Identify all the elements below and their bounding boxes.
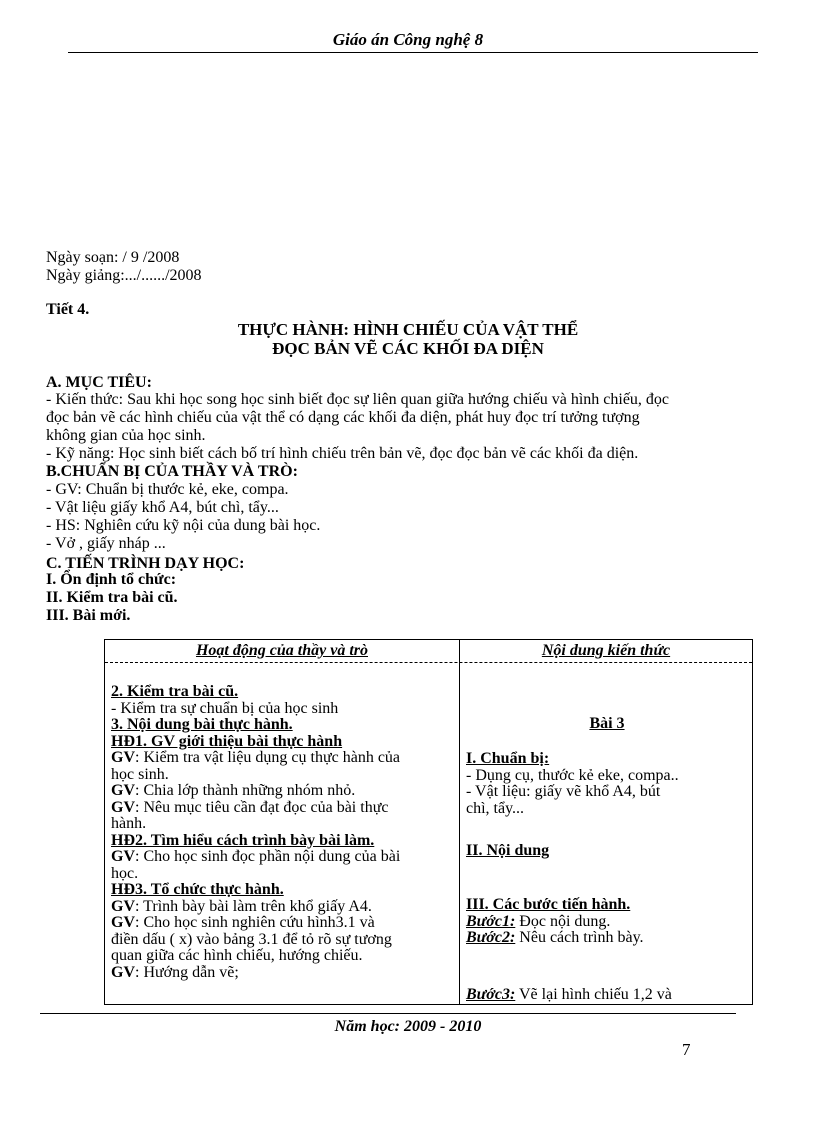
gv7-text: : Hướng dẫn vẽ; bbox=[135, 963, 239, 981]
table-left-cell bbox=[111, 684, 455, 981]
cb-line: - Vật liệu: giấy vẽ khổ A4, bút bbox=[466, 783, 661, 800]
hd1-heading: HĐ1. GV giới thiệu bài thực hành bbox=[111, 732, 343, 750]
gv-label: GV bbox=[111, 914, 135, 931]
gv-label: GV bbox=[111, 848, 135, 865]
gv4-cont: học. bbox=[111, 864, 139, 882]
footer-rule bbox=[40, 1013, 736, 1014]
buoc3-label: Bước3: bbox=[466, 986, 516, 1003]
section-a-line: đọc bản vẽ các hình chiếu của vật thể có dạng các khối đa diện, phát huy đọc trí tưởng tượng bbox=[46, 409, 640, 426]
gv-label: GV bbox=[111, 782, 135, 799]
gv-label: GV bbox=[111, 798, 135, 816]
gv2-text: : Chia lớp thành những nhóm nhỏ. bbox=[135, 782, 356, 799]
gv3-text: : Nêu mục tiêu cần đạt đọc của bài thực bbox=[135, 798, 389, 816]
buoc1-label: Bước1: bbox=[466, 912, 516, 930]
section-a-line: - Kỹ năng: Học sinh biết cách bố trí hình chiếu trên bản vẽ, đọc đọc bản vẽ các khối đa diện. bbox=[46, 445, 639, 462]
nd-heading: 3. Nội dung bài thực hành. bbox=[111, 716, 293, 733]
gv-label: GV bbox=[111, 963, 135, 981]
gv1-text: : Kiểm tra vật liệu dụng cụ thực hành của bbox=[135, 749, 401, 766]
section-c-heading: C. TIẾN TRÌNH DẠY HỌC: bbox=[46, 555, 245, 572]
gv6-text: : Cho học sinh nghiên cứu hình3.1 và bbox=[135, 914, 375, 931]
table-col2-header: Nội dung kiến thức bbox=[541, 642, 671, 659]
cb-line: - Dụng cụ, thước kẻ eke, compa.. bbox=[466, 766, 679, 784]
lesson-title-line1: THỰC HÀNH: HÌNH CHIẾU CỦA VẬT THỂ bbox=[237, 320, 579, 339]
chuan-bi-heading: I. Chuẩn bị: bbox=[466, 750, 550, 767]
noi-dung-heading: II. Nội dung bbox=[466, 842, 550, 859]
section-b-heading: B.CHUẨN BỊ CỦA THẦY VÀ TRÒ: bbox=[46, 463, 298, 480]
hd2-heading: HĐ2. Tìm hiểu cách trình bày bài làm. bbox=[111, 831, 375, 849]
section-b-line: - HS: Nghiên cứu kỹ nội của dung bài học. bbox=[46, 517, 321, 534]
header-rule bbox=[68, 52, 758, 53]
gv5-text: : Trình bày bài làm trên khổ giấy A4. bbox=[135, 897, 372, 915]
ngay-giang: Ngày giảng:.../....../2008 bbox=[46, 267, 202, 284]
gv4-text: : Cho học sinh đọc phần nội dung của bài bbox=[135, 848, 401, 865]
footer-school-year: Năm học: 2009 - 2010 bbox=[334, 1018, 482, 1035]
page-header: Giáo án Công nghệ 8 bbox=[332, 30, 484, 49]
section-b-line: - Vở , giấy nháp ... bbox=[46, 535, 166, 552]
tiet-label: Tiết 4. bbox=[46, 301, 90, 318]
section-a-line: - Kiến thức: Sau khi học song học sinh biết đọc sự liên quan giữa hướng chiếu và hình chiếu, đọc bbox=[46, 391, 670, 408]
page-number: 7 bbox=[682, 1040, 691, 1059]
gv6-cont: quan giữa các hình chiếu, hướng chiếu. bbox=[111, 947, 363, 964]
section-c-item: II. Kiểm tra bài cũ. bbox=[46, 589, 178, 606]
section-b-line: - GV: Chuẩn bị thước kẻ, eke, compa. bbox=[46, 481, 289, 498]
cb-line: chì, tẩy... bbox=[466, 799, 525, 817]
hd3-heading: HĐ3. Tổ chức thực hành. bbox=[111, 881, 284, 898]
buoc3-text: Vẽ lại hình chiếu 1,2 và bbox=[515, 986, 672, 1003]
kt-heading: 2. Kiểm tra bài cũ. bbox=[111, 683, 239, 700]
gv-label: GV bbox=[111, 897, 135, 915]
kt-line: - Kiểm tra sự chuẩn bị của học sinh bbox=[111, 699, 339, 717]
section-a-line: không gian của học sinh. bbox=[46, 427, 206, 444]
section-a-heading: A. MỤC TIÊU: bbox=[46, 374, 152, 391]
buoc2-text: Nêu cách trình bày. bbox=[515, 929, 644, 946]
buoc2-label: Bước2: bbox=[466, 929, 516, 946]
table-col1-header: Hoạt động của thầy và trò bbox=[195, 642, 368, 659]
gv3-cont: hành. bbox=[111, 815, 147, 832]
section-b-line: - Vật liệu giấy khổ A4, bút chì, tẩy... bbox=[46, 499, 279, 516]
section-c-item: I. Ổn định tổ chức: bbox=[46, 571, 177, 588]
buoc1-text: Đọc nội dung. bbox=[515, 912, 611, 930]
bai-heading: Bài 3 bbox=[589, 715, 625, 732]
lesson-table bbox=[104, 639, 753, 1005]
cac-buoc-heading: III. Các bước tiến hành. bbox=[466, 896, 631, 913]
table-right-cell bbox=[466, 640, 748, 1004]
ngay-soan: Ngày soạn: / 9 /2008 bbox=[46, 249, 180, 266]
table-column-divider bbox=[459, 640, 460, 1004]
section-c-item: III. Bài mới. bbox=[46, 607, 131, 624]
gv1-cont: học sinh. bbox=[111, 765, 169, 783]
gv6-cont: điền dấu ( x) vào bảng 3.1 để tỏ rõ sự tương bbox=[111, 930, 392, 948]
gv-label: GV bbox=[111, 749, 135, 766]
lesson-title-line2: ĐỌC BẢN VẼ CÁC KHỐI ĐA DIỆN bbox=[272, 339, 544, 358]
